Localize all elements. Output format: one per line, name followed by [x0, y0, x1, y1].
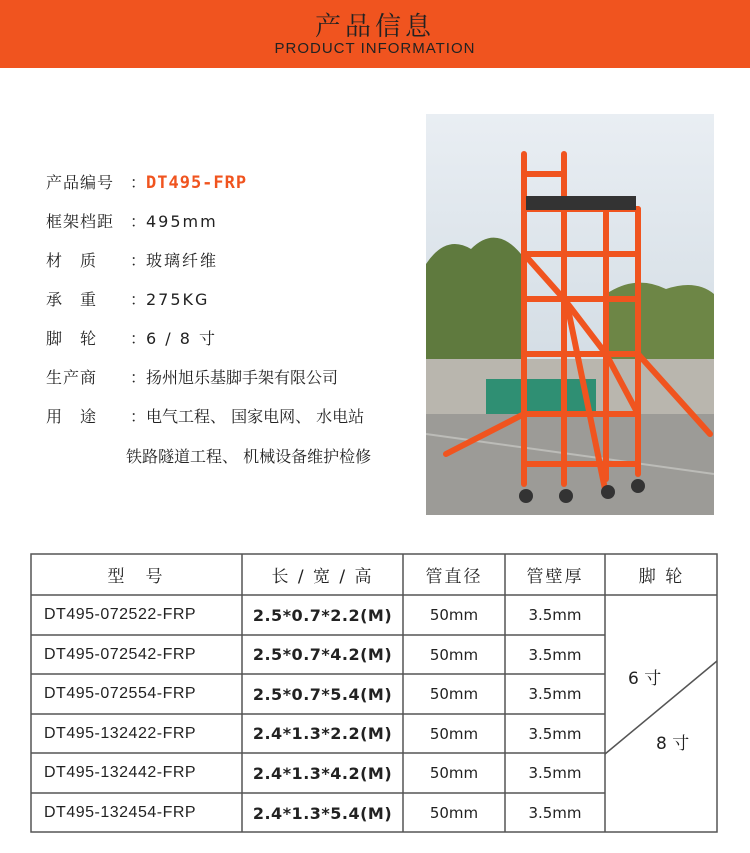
scaffold-illustration [426, 114, 714, 515]
table-row-diameter: 50mm [429, 764, 479, 782]
table-row-thickness: 3.5mm [528, 764, 582, 782]
spec-row-usage-cont [126, 444, 371, 472]
spec-row-material [46, 248, 218, 276]
table-row-model: DT495-072554-FRP [44, 685, 197, 702]
spec-colon: ： [130, 368, 148, 387]
spec-row-caster [46, 326, 217, 354]
table-row-model: DT495-132422-FRP [44, 724, 197, 742]
table-row-model: DT495-132454-FRP [44, 804, 197, 821]
table-row-thickness: 3.5mm [528, 685, 582, 703]
table-row-dims: 2.5*0.7*4.2(M) [252, 645, 393, 664]
spec-row-load [46, 287, 209, 315]
table-row-diameter: 50mm [429, 724, 479, 743]
table-row-dims: 2.5*0.7*2.2(M) [252, 605, 393, 625]
spec-label: 用 途 [46, 407, 98, 426]
table-row-diameter: 50mm [429, 606, 479, 624]
table-row-dims: 2.5*0.7*5.4(M) [252, 684, 393, 704]
table-row-thickness: 3.5mm [528, 724, 582, 743]
spec-colon: ： [130, 407, 148, 426]
spec-row-span [46, 209, 218, 237]
header-diameter: 管直径 [425, 566, 483, 587]
table-row-model: DT495-072542-FRP [44, 645, 197, 663]
table-row-dims: 2.4*1.3*4.2(M) [252, 763, 393, 783]
table-row-thickness: 3.5mm [528, 606, 582, 624]
product-photo [426, 114, 714, 515]
table-row-model: DT495-072522-FRP [44, 606, 197, 623]
spec-label: 产品编号 [46, 173, 115, 192]
header-model: 型 号 [107, 566, 165, 587]
table-row-thickness: 3.5mm [528, 645, 582, 664]
spec-row-maker [46, 365, 338, 393]
spec-row-usage [46, 404, 364, 432]
spec-value: 电气工程、 国家电网、 水电站 [146, 407, 365, 426]
spec-label: 承 重 [46, 290, 98, 309]
spec-value: DT495-FRP [146, 173, 248, 193]
spec-table [30, 553, 718, 833]
spec-value: 扬州旭乐基脚手架有限公司 [146, 368, 339, 387]
spec-value: 495mm [146, 212, 218, 231]
table-row-model: DT495-132442-FRP [44, 764, 197, 781]
spec-value: 铁路隧道工程、 机械设备维护检修 [126, 447, 372, 466]
table-row-diameter: 50mm [429, 645, 479, 664]
spec-colon: ： [130, 290, 148, 309]
spec-colon: ： [130, 329, 148, 348]
header-thickness: 管壁厚 [526, 566, 584, 587]
table-row-diameter: 50mm [429, 804, 479, 822]
table-row-diameter: 50mm [429, 685, 479, 703]
header-dimensions: 长 / 宽 / 高 [271, 566, 374, 587]
spec-colon: ： [130, 212, 148, 231]
spec-value: 玻璃纤维 [146, 251, 219, 270]
spec-label: 脚 轮 [46, 329, 98, 348]
spec-colon: ： [130, 251, 148, 270]
table-row-thickness: 3.5mm [528, 804, 582, 822]
spec-value: 275KG [146, 290, 210, 309]
page-title: 产品信息 [314, 12, 435, 42]
caster-size-b: 8 寸 [656, 733, 690, 754]
spec-value: 6 / 8 寸 [146, 329, 218, 348]
caster-size-a: 6 寸 [628, 668, 662, 689]
spec-label: 生产商 [46, 368, 98, 387]
spec-label: 材 质 [46, 251, 98, 270]
table-row-dims: 2.4*1.3*5.4(M) [252, 803, 393, 823]
spec-row-code [46, 170, 247, 198]
spec-colon: ： [130, 173, 148, 192]
header-banner [0, 0, 750, 68]
table-row-dims: 2.4*1.3*2.2(M) [252, 724, 393, 743]
header-caster: 脚 轮 [638, 566, 685, 587]
spec-label: 框架档距 [46, 212, 115, 231]
page-subtitle: PRODUCT INFORMATION [274, 40, 476, 57]
